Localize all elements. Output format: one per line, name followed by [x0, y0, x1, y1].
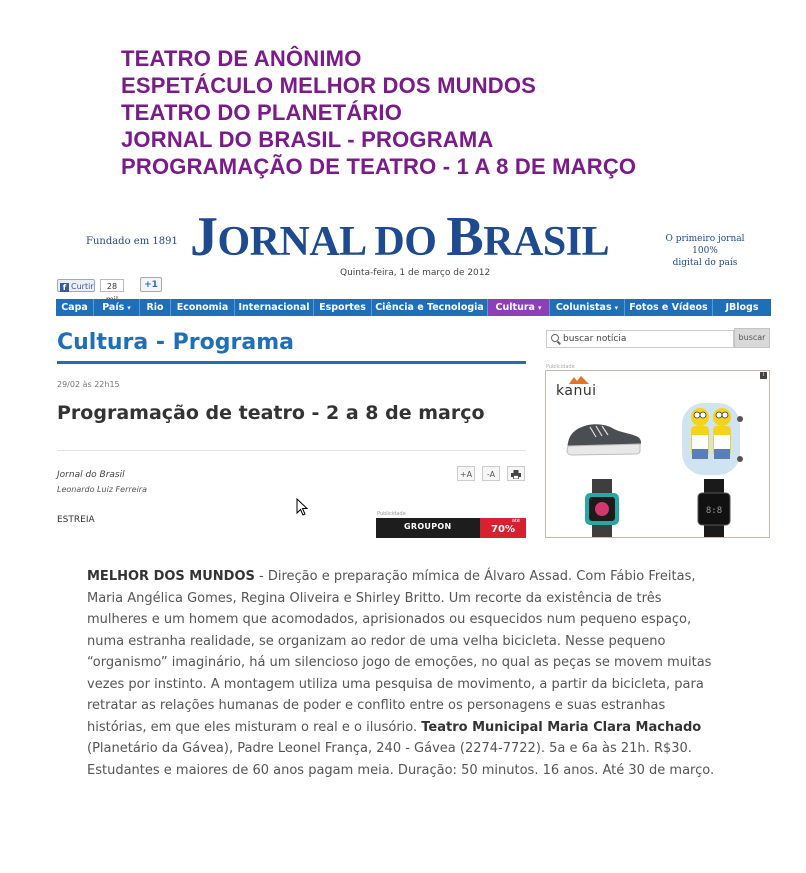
nav-item-rio[interactable] — [140, 299, 171, 316]
article-title: Programação de teatro - 2 a 8 de março — [57, 402, 485, 424]
ad-label: Publicidade — [546, 364, 575, 370]
divider — [57, 450, 526, 451]
groupon-discount: 70% — [480, 518, 526, 538]
nav-label: Esportes — [319, 302, 366, 313]
like-label: Curtir — [71, 282, 94, 291]
nav-item-internacional[interactable] — [235, 299, 314, 316]
print-icon — [511, 470, 521, 479]
svg-text:8:8: 8:8 — [705, 506, 723, 516]
nav-item-fotos-videos[interactable] — [625, 299, 713, 316]
search-icon — [551, 334, 559, 342]
nav-item-cultura[interactable] — [488, 299, 550, 316]
article-text: (Planetário da Gávea), Padre Leonel França, 240 - Gávea (2274-7722). 5a e 6a às 21h. R$30. Estudantes e maiores de 60 anos pagam meia. Duração: 50 minutos. 16 anos. Até 30 de março. — [87, 741, 715, 778]
facebook-icon: f — [60, 283, 69, 292]
heading-line: TEATRO DE ANÔNIMO — [121, 46, 362, 71]
nav-label: Rio — [146, 302, 164, 313]
heading-line: TEATRO DO PLANETÁRIO — [121, 100, 403, 125]
nav-label: JBlogs — [725, 302, 759, 313]
heading-line: ESPETÁCULO MELHOR DOS MUNDOS — [121, 73, 537, 98]
print-button[interactable] — [507, 466, 525, 481]
nav-label: Capa — [61, 302, 88, 313]
nav-item-economia[interactable] — [171, 299, 235, 316]
nav-label: Internacional — [238, 302, 310, 313]
watch-image — [582, 479, 622, 538]
tagline-line: O primeiro jornal 100% — [665, 234, 745, 256]
article-body — [87, 566, 717, 781]
chevron-down-icon: ▾ — [127, 304, 131, 312]
ad-info-icon: i — [760, 372, 767, 379]
logo-part: ORNAL DO — [217, 219, 447, 265]
search-button[interactable]: buscar — [734, 328, 770, 348]
chevron-down-icon: ▾ — [614, 304, 619, 312]
nav-item-esportes[interactable] — [314, 299, 372, 316]
tagline-line: digital do país — [672, 258, 738, 268]
edition-date: Quinta-feira, 1 de março de 2012 — [340, 268, 491, 278]
heading-line: JORNAL DO BRASIL - PROGRAMA — [121, 127, 494, 152]
increase-font-button[interactable]: +A — [457, 466, 475, 481]
sneaker-image — [564, 413, 644, 461]
site-logo[interactable] — [190, 207, 609, 272]
nav-label: Cultura — [495, 302, 535, 313]
heading-block — [121, 45, 781, 180]
logo-part: J — [190, 206, 218, 268]
kanui-brand: kanui — [556, 383, 597, 399]
nav-item-jblogs[interactable] — [713, 299, 771, 316]
article-text: - Direção e preparação mímica de Álvaro Assad. Com Fábio Freitas, Maria Angélica Gomes, Regina Oliveira e Shirley Britto. Um recorte da existência de três mulheres e um homem que acomodados, aprisionados ou esquecidos num pequeno espaço, numa estranha realidade, se organizam ao redor de uma velha bicicleta. Nesse pequeno “organismo” imaginário, há um silencioso jogo de emoções, no qual as peças se movem muitas vezes por instinto. A montagem utiliza uma pesquisa de movimento, a partir da bicicleta, para retratar as relações humanas de poder e conflito entre os personagens e suas estranhas histórias, em que eles misturam o real e o ilusório. — [87, 569, 712, 735]
logo-part: B — [446, 206, 484, 268]
nav-label: Ciência e Tecnologia — [375, 302, 484, 313]
section-divider — [57, 361, 526, 364]
ad-label: Publicidade — [377, 511, 406, 517]
nav-label: País — [102, 302, 125, 313]
venue-name: Teatro Municipal Maria Clara Machado — [421, 719, 702, 735]
founded-note: Fundado em 1891 — [86, 236, 178, 247]
decrease-font-button[interactable]: -A — [482, 466, 500, 481]
heading-line: PROGRAMAÇÃO DE TEATRO - 1 A 8 DE MARÇO — [121, 154, 637, 179]
groupon-upto: até — [511, 518, 520, 524]
like-count: 28 — [100, 279, 124, 292]
chevron-down-icon: ▾ — [537, 304, 542, 312]
facebook-like-button[interactable] — [57, 279, 95, 292]
nav-label: Colunistas — [555, 302, 612, 313]
nav-item-colunistas[interactable] — [550, 299, 625, 316]
main-nav — [56, 299, 771, 316]
section-title[interactable]: Cultura - Programa — [57, 330, 294, 355]
logo-part: RASIL — [483, 219, 610, 265]
google-plus-button[interactable]: +1 — [140, 277, 162, 292]
digital-watch-image — [694, 479, 734, 538]
nav-item-pais[interactable] — [94, 299, 140, 316]
groupon-ad[interactable] — [376, 518, 526, 538]
nav-item-capa[interactable] — [56, 299, 94, 316]
nav-label: Fotos e Vídeos — [629, 302, 708, 313]
article-author: Leonardo Luiz Ferreira — [57, 485, 147, 494]
article-label: ESTREIA — [57, 515, 95, 525]
article-source: Jornal do Brasil — [57, 470, 125, 480]
nav-item-ciencia[interactable] — [372, 299, 488, 316]
article-timestamp: 29/02 às 22h15 — [57, 380, 120, 389]
kanui-ad[interactable] — [545, 370, 770, 538]
skateboard-image — [676, 399, 746, 479]
search-placeholder: buscar notícia — [563, 334, 627, 344]
nav-label: Economia — [176, 302, 229, 313]
search-input[interactable] — [546, 330, 734, 348]
groupon-brand: GROUPON — [404, 522, 452, 531]
mouse-cursor-icon — [296, 498, 308, 516]
site-tagline — [655, 233, 755, 269]
play-title: MELHOR DOS MUNDOS — [87, 569, 255, 584]
